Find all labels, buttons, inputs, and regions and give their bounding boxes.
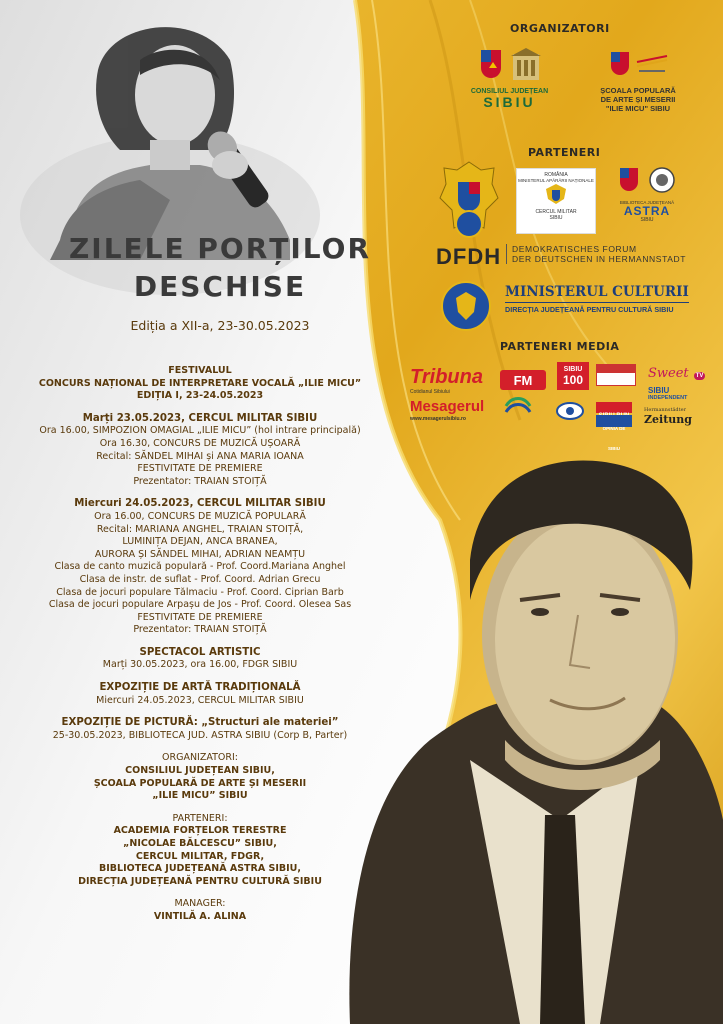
eye-logo-icon [555,400,585,422]
astra-emblems-icon [614,166,680,196]
day2-line: Prezentator: TRAIAN STOIȚĂ [133,624,267,636]
directia-name: DIRECȚIA JUDEȚEANĂ PENTRU CULTURĂ SIBIU [505,302,689,314]
partners-heading: PARTENERI [528,146,601,159]
cj-sibiu-emblem-icon [475,48,545,84]
festival-label: FESTIVALUL [168,365,232,376]
tv-station-logo [504,394,532,424]
day2-line: AURORA ȘI SĂNDEL MIHAI, ADRIAN NEAMȚU [94,548,306,560]
day2-line: LUMINIȚA DEJAN, ANCA BRANEA, [122,536,278,548]
scoala-line2: DE ARTE ȘI MESERII [600,95,676,104]
dfdh-acronym: DFDH [436,244,502,269]
astra-l2: ASTRA [623,204,671,218]
ministerul-culturii-block [505,284,689,314]
sibiu100-top: SIBIU [563,366,583,373]
day1-line: Ora 16.00, SIMPOZION OMAGIAL „ILIE MICU” (hol intrare principală) [39,425,361,437]
day2-line: Clasa de jocuri populare Tălmaciu - Prof. Coord. Ciprian Barb [56,586,344,598]
mapn-l2: MINISTERUL APĂRĂRII NAȚIONALE [518,178,594,183]
tribuna-sub: Cotidianul Sibiului [410,389,450,395]
day1-line: FESTIVITATE DE PREMIERE [137,463,263,475]
organizer-line: CONSILIUL JUDEȚEAN SIBIU, [125,765,275,777]
partner-line: DIRECȚIA JUDEȚEANĂ PENTRU CULTURĂ SIBIU [78,875,322,887]
hermannstaedter-logo [644,407,692,426]
day2-line: Recital: MARIANA ANGHEL, TRAIAN STOIȚĂ, [96,523,304,535]
partner-line: ACADEMIA FORȚELOR TERESTRE [113,825,287,837]
sibiu-independent-logo [648,386,687,401]
edition-line: Ediția a XII-a, 23-30.05.2023 [130,318,310,333]
manager-name: VINTILĂ A. ALINA [153,910,247,922]
sibiu-ind-l1: SIBIU [648,386,670,395]
day2-heading: Miercuri 24.05.2023, CERCUL MILITAR SIBIU [74,498,326,510]
astra-l3: SIBIU [640,217,654,223]
ziar-logo [555,400,585,426]
organizers-label: ORGANIZATORI: [162,752,238,764]
hz-l1: Hermannstädter [644,407,686,413]
mapn-l1: ROMÂNIA [544,172,568,178]
scoala-line3: "ILIE MICU" SIBIU [605,104,671,113]
partner-line: CERCUL MILITAR, FDGR, [135,850,265,862]
hz-l2: Zeitung [644,413,692,426]
tribuna-logo: Tribuna [410,366,483,388]
tv-wave-icon [504,394,532,420]
sibiu-bun-logo [596,402,632,413]
title-line-2: DESCHISE [133,270,307,303]
partners-label: PARTENERI: [172,812,228,824]
dfdh-l1: DEMOKRATISCHES FORUM [512,244,637,254]
spectacol-heading: SPECTACOL ARTISTIC [139,646,261,658]
mapn-emblem-icon [544,183,568,205]
dfdh-logo [436,244,501,270]
cj-sibiu-logo [452,48,567,109]
opinia-label: OPINIA DE SIBIU [602,426,626,451]
sweet-label: Sweet [648,366,689,381]
expo1-line: Miercuri 24.05.2023, CERCUL MILITAR SIBIU [96,694,304,706]
expo1-heading: EXPOZIȚIE DE ARTĂ TRADIȚIONALĂ [99,682,301,694]
festival-edition: EDIȚIA I, 23-24.05.2023 [136,390,264,402]
scoala-populara-logo [578,46,698,113]
media-partners-heading: PARTENERI MEDIA [500,340,620,353]
day2-line: Clasa de jocuri populare Arpașu de Jos - Prof. Coord. Olesea Sas [48,599,352,611]
sweet-tv-logo [648,362,705,381]
partner-line: BIBLIOTECA JUDEȚEANĂ ASTRA SIBIU, [99,863,301,875]
mapn-l3: CERCUL MILITAR [535,209,577,215]
scoala-emblem-icon [603,46,673,82]
day1-heading: Marți 23.05.2023, CERCUL MILITAR SIBIU [82,412,318,424]
sibiu-ind-l2: INDEPENDENT [648,395,688,401]
mesagerul-logo: Mesagerul [410,398,485,415]
day1-line: Ora 16.30, CONCURS DE MUZICĂ UȘOARĂ [99,437,301,449]
opinia-logo [596,415,632,451]
manager-label: MANAGER: [174,898,226,910]
festival-title [40,230,400,306]
sibiu100-num: 100 [562,373,584,387]
day2-line: Clasa de instr. de suflat - Prof. Coord. Adrian Grecu [79,573,321,585]
tv-label: TV [695,373,704,379]
astra-logo [612,166,682,223]
dfdh-l2: DER DEUTSCHEN IN HERMANNSTADT [512,254,687,264]
mapn-l4: SIBIU [549,215,563,221]
army-crest-icon [436,158,502,240]
fm-label: FM [513,373,533,388]
ministerul-name: MINISTERUL CULTURII [505,284,689,300]
scoala-line1: ȘCOALA POPULARĂ [600,86,676,95]
aft-crest-logo [436,158,502,244]
day1-line: Prezentator: TRAIAN STOIȚĂ [133,475,267,487]
day2-line: FESTIVITATE DE PREMIERE [137,611,263,623]
organizer-line: ȘCOALA POPULARĂ DE ARTE ȘI MESERII [93,777,307,789]
cj-line2: SIBIU [483,94,536,110]
astra-l1: BIBLIOTECA JUDEȚEANĂ [619,200,675,205]
day2-line: Clasa de canto muzică populară - Prof. Coord.Mariana Anghel [54,561,346,573]
organizers-heading: ORGANIZATORI [510,22,610,35]
title-line-1: ZILELE PORȚILOR [68,232,371,265]
dfdh-fullname [506,244,686,264]
expo2-heading: EXPOZIȚIE DE PICTURĂ: „Structuri ale materiei” [61,717,339,729]
government-seal-icon [436,280,496,332]
expo2-line: 25-30.05.2023, BIBLIOTECA JUD. ASTRA SIBIU (Corp B, Parter) [52,729,348,741]
cj-line1: CONSILIUL JUDEȚEAN [470,88,549,95]
festival-name: CONCURS NAȚIONAL DE INTERPRETARE VOCALĂ „ILIE MICU” [38,377,362,389]
day2-line: Ora 16.00, CONCURS DE MUZICĂ POPULARĂ [94,510,306,522]
cercul-militar-logo [516,168,596,234]
partner-line: „NICOLAE BĂLCESCU” SIBIU, [123,838,277,849]
program-column [0,365,400,924]
guvernul-logo [436,280,496,336]
sibiu100-logo [557,362,589,390]
day1-line: Recital: SĂNDEL MIHAI și ANA MARIA IOANA [96,450,304,462]
mesagerul-sub: www.mesagerulsibiu.ro [410,416,466,422]
radio-fm-logo [500,370,546,390]
spectacol-line: Marți 30.05.2023, ora 16.00, FDGR SIBIU [102,659,298,671]
organizer-line: „ILIE MICU” SIBIU [152,790,248,802]
arena-logo [596,364,636,386]
